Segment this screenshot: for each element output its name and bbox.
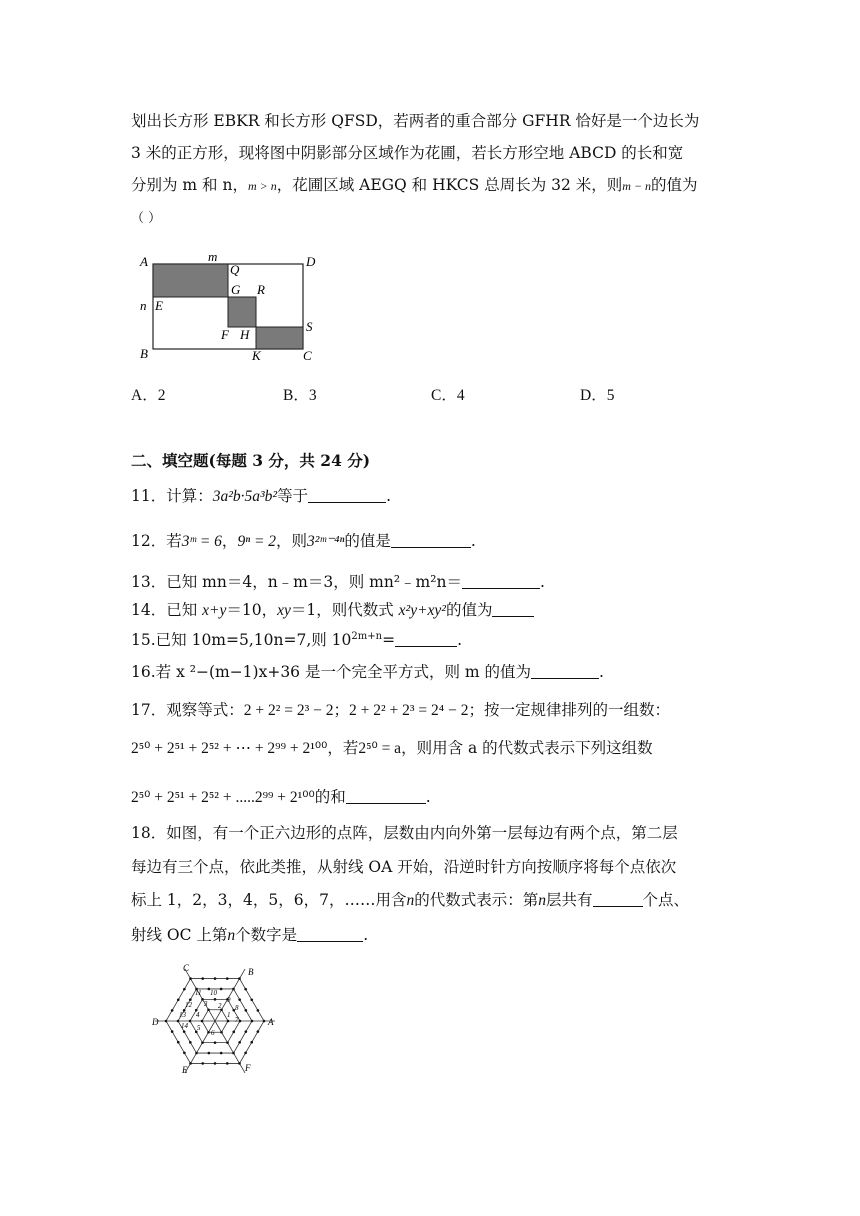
q11-blank[interactable] (308, 486, 386, 503)
question-13 (131, 571, 545, 593)
q16-blank[interactable] (531, 662, 599, 679)
label-r: R (257, 282, 265, 297)
lattice-dot (244, 1052, 247, 1055)
q17-series-2: 2⁵⁰ + 2⁵¹ + 2⁵² + .....2⁹⁹ + 2¹⁰⁰ (131, 789, 315, 806)
option-d: D．5 (580, 387, 615, 404)
q17-eq-1: 2 + 2² = 2³ − 2 (243, 702, 334, 719)
q18-blank-1[interactable] (593, 890, 643, 907)
lattice-dot (238, 1062, 241, 1065)
q17-sep: ； (333, 701, 350, 719)
dot-number-14: 14 (181, 1022, 188, 1030)
q15-eq: = (382, 631, 396, 649)
q11-expr: 3a²b·5a³b² (212, 488, 278, 505)
q12-blank[interactable] (391, 531, 471, 548)
question-15 (131, 629, 462, 651)
label-s: S (306, 319, 313, 334)
q12-tail: ，则 (276, 532, 308, 550)
expr-m-minus-n: m − n (622, 179, 652, 193)
lattice-dot (177, 1020, 180, 1023)
hexagon-lattice-figure (145, 962, 285, 1074)
option-b: B．3 (283, 387, 317, 404)
q12-end: . (470, 532, 476, 550)
dot-number-9: 9 (227, 996, 231, 1004)
lattice-dot (226, 1041, 229, 1044)
label-k: K (252, 348, 261, 363)
question-11 (131, 485, 391, 508)
lattice-dot (245, 1030, 248, 1033)
q13-blank[interactable] (462, 572, 540, 589)
lattice-dot (207, 1031, 210, 1034)
ray-label-e: E (182, 1065, 188, 1074)
label-q: Q (230, 262, 240, 277)
rectangle-figure (135, 248, 335, 366)
question-17-line-3 (131, 786, 431, 809)
question-18-line-4 (131, 924, 368, 947)
lattice-dot (232, 1052, 235, 1055)
dot-number-10: 10 (210, 989, 217, 997)
question-18-line-1: 18．如图，有一个正六边形的点阵，层数由内向外第一层每边有两个点，第二层 (131, 824, 678, 842)
lattice-dot (214, 1041, 217, 1044)
ray-label-d: D (152, 1017, 159, 1027)
q15-end: . (457, 631, 463, 649)
question-18-line-3 (131, 889, 689, 912)
lattice-dot (245, 1009, 248, 1012)
intro-line-2: 3 米的正方形，现将图中阴影部分区域作为花圃，若长方形空地 ABCD 的长和宽 (131, 144, 684, 162)
dot-number-4: 4 (196, 1011, 200, 1019)
intro-line-1: 划出长方形 EBKR 和长方形 QFSD，若两者的重合部分 GFHR 恰好是一个边长为 (131, 112, 700, 130)
ray-label-a: A (268, 1017, 274, 1027)
label-f: F (221, 327, 229, 342)
lattice-dot (207, 1008, 210, 1011)
q11-num: 11．计算： (131, 487, 213, 505)
lattice-dot (208, 1052, 211, 1055)
q16-text: 16.若 x ²−(m−1)x+36 是一个完全平方式，则 m 的值为 (131, 663, 532, 681)
lattice-dot (226, 1062, 229, 1065)
dot-number-8: 8 (235, 1004, 239, 1012)
q17-end: . (425, 788, 431, 806)
dot-number-7: 7 (235, 1016, 239, 1024)
label-h: H (240, 327, 250, 342)
q14-blank[interactable] (492, 600, 534, 617)
dot-number-6: 6 (211, 1029, 215, 1037)
lattice-dot (189, 977, 192, 980)
q14-text-a: 14．已知 (131, 601, 203, 619)
label-c: C (303, 348, 312, 363)
dot-number-1: 1 (227, 1011, 231, 1019)
lattice-dot (189, 1062, 192, 1065)
question-17-line-1 (131, 699, 670, 722)
label-d: D (306, 254, 316, 269)
intro-line-3 (131, 174, 698, 197)
lattice-dot (250, 1041, 253, 1044)
q15-blank[interactable] (395, 630, 457, 647)
section-title: 二、填空题(每题 3 分，共 24 分) (131, 451, 371, 470)
q15-sup: 2m+n (351, 631, 383, 642)
option-a: A．2 (131, 387, 166, 404)
q17-text-c: ，若 (327, 739, 359, 757)
ray-label-c: C (183, 963, 190, 973)
lattice-dot (250, 998, 253, 1001)
question-17-line-2 (131, 737, 653, 760)
q11-end: . (386, 487, 392, 505)
shaded-aegq (153, 264, 228, 297)
lattice-dot (177, 1041, 180, 1044)
q13-text: 13．已知 mn＝4，n﹣m＝3，则 mn²﹣m²n＝ (131, 573, 462, 591)
dot-number-3: 3 (204, 1000, 208, 1008)
lattice-dot (214, 977, 217, 980)
lattice-dot (238, 977, 241, 980)
q12-cond-1: 3ᵐ = 6 (181, 533, 222, 550)
lattice-dot (214, 1062, 217, 1065)
label-n: n (140, 298, 147, 313)
label-g: G (231, 282, 241, 297)
lattice-dot (201, 1020, 204, 1023)
dot-number-11: 11 (195, 989, 202, 997)
label-b: B (140, 346, 148, 361)
q18-var-n-3: n (227, 927, 236, 944)
dot-number-12: 12 (185, 1001, 192, 1009)
q18-text-f: 个数字是 (235, 926, 298, 944)
dot-number-2: 2 (218, 1002, 222, 1010)
q17-text-d: ，则用含 a 的代数式表示下列这组数 (401, 739, 653, 757)
shaded-hkcs (256, 327, 303, 349)
q17-series-1: 2⁵⁰ + 2⁵¹ + 2⁵² + ⋯ + 2⁹⁹ + 2¹⁰⁰ (131, 740, 328, 757)
q18-text-c: 层共有 (545, 891, 593, 909)
q18-text-e: 射线 OC 上第 (131, 926, 228, 944)
lattice-dot (220, 1052, 223, 1055)
label-e: E (155, 298, 163, 313)
intro-line-3-text-c: 的值为 (651, 176, 698, 194)
lattice-dot (232, 988, 235, 991)
ray-label-f: F (245, 1063, 251, 1073)
lattice-dot (201, 977, 204, 980)
q14-expr-2: xy (277, 602, 291, 619)
q17-text-b: ；按一定规律排列的一组数： (468, 701, 670, 719)
lattice-dot (238, 1041, 241, 1044)
lattice-dot (201, 1062, 204, 1065)
lattice-dot (165, 1020, 168, 1023)
condition-m-gt-n: m > n (247, 179, 277, 193)
hexagon-rays (155, 969, 275, 1073)
question-18-line-2: 每边有三个点，依此类推，从射线 OA 开始，沿逆时针方向按顺序将每个点依次 (131, 858, 677, 876)
q17-text-e: 的和 (314, 788, 346, 806)
q15-text: 15.已知 10m=5,10n=7,则 10 (131, 631, 352, 649)
question-12: 12．若3ᵐ = 6，9ⁿ = 2，则3²ᵐ⁻⁴ⁿ的值是 . (131, 532, 476, 550)
lattice-dot (220, 1031, 223, 1034)
q18-text-d: 个点、 (642, 891, 690, 909)
lattice-dot (183, 1030, 186, 1033)
lattice-ray (215, 1021, 245, 1073)
q13-end: . (539, 573, 545, 591)
label-m: m (208, 249, 218, 264)
q17-cond: 2⁵⁰ = a (358, 740, 402, 757)
question-16 (131, 661, 604, 683)
lattice-dot (201, 1041, 204, 1044)
q18-blank-2[interactable] (297, 925, 363, 942)
lattice-dot (183, 988, 186, 991)
lattice-dot (220, 988, 223, 991)
intro-line-3-text-b: ，花圃区域 AEGQ 和 HKCS 总周长为 32 米，则 (276, 176, 623, 194)
lattice-dot (195, 1052, 198, 1055)
dot-number-13: 13 (179, 1011, 186, 1019)
q18-end: . (363, 926, 369, 944)
q18-var-n-1: n (406, 892, 415, 909)
lattice-dot (251, 1020, 254, 1023)
lattice-dot (171, 1030, 174, 1033)
lattice-dot (244, 988, 247, 991)
intro-line-3-text-a: 分别为 m 和 n， (131, 176, 248, 194)
ray-label-b: B (248, 967, 254, 977)
q12-num: 12．若 (131, 532, 182, 550)
answer-parentheses: （ ） (131, 211, 162, 226)
q14-text-c: ＝1，则代数式 (290, 601, 399, 619)
lattice-dot (226, 977, 229, 980)
q17-text-a: 17．观察等式： (131, 701, 244, 719)
q18-var-n-2: n (538, 892, 546, 909)
lattice-dot (257, 1009, 260, 1012)
lattice-dot (177, 998, 180, 1001)
lattice-dot (183, 1052, 186, 1055)
lattice-dot (227, 1020, 230, 1023)
lattice-dot (257, 1030, 260, 1033)
dot-number-5: 5 (197, 1024, 201, 1032)
q14-text-d: 的值为 (445, 601, 493, 619)
lattice-dot (171, 1009, 174, 1012)
label-a: A (140, 254, 148, 269)
q14-text-b: ＝10， (226, 601, 278, 619)
lattice-dot (214, 998, 217, 1001)
q14-expr-3: x²y+xy² (398, 602, 446, 619)
question-14 (131, 599, 534, 622)
square-gfhr (228, 297, 256, 327)
q12-tail-2: 的值是 (344, 532, 391, 550)
lattice-dot (232, 1031, 235, 1034)
lattice-dot (263, 1020, 266, 1023)
lattice-dot (189, 1020, 192, 1023)
q14-expr-1: x+y (202, 602, 227, 619)
q18-text-b: 的代数式表示：第 (414, 891, 539, 909)
q11-tail: 等于 (277, 487, 309, 505)
q17-eq-2: 2 + 2² + 2³ = 2⁴ − 2 (349, 702, 469, 719)
q12-cond-2: 9ⁿ = 2 (237, 533, 277, 550)
option-c: C．4 (431, 387, 465, 404)
lattice-dot (239, 1020, 242, 1023)
lattice-dot (189, 1041, 192, 1044)
q17-blank[interactable] (346, 787, 426, 804)
q16-end: . (599, 663, 604, 681)
q12-expr: 3²ᵐ⁻⁴ⁿ (307, 533, 345, 550)
lattice-dot (238, 998, 241, 1001)
q18-text-a: 标上 1，2，3，4，5，6，7，……用含 (131, 891, 407, 909)
